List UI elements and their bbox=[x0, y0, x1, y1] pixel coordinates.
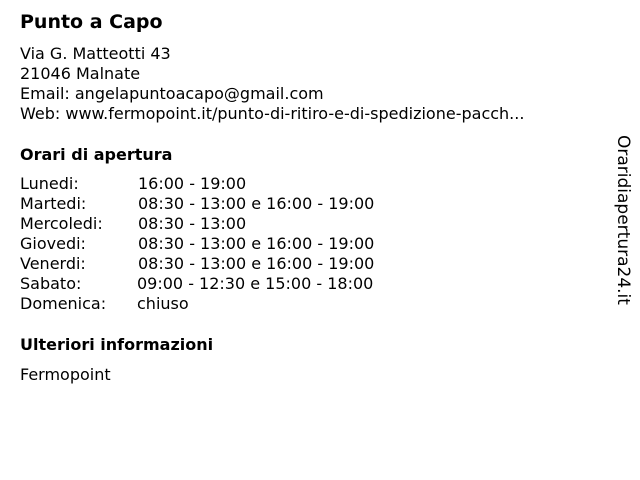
additional-info-text: Fermopoint bbox=[20, 365, 111, 384]
time-value: 16:00 - 19:00 bbox=[138, 174, 247, 193]
time-value: 09:00 - 12:30 e 15:00 - 18:00 bbox=[137, 274, 374, 293]
day-label: Venerdi: bbox=[20, 254, 86, 273]
opening-hours-heading: Orari di apertura bbox=[20, 145, 173, 164]
business-name: Punto a Capo bbox=[20, 11, 163, 33]
web-line[interactable]: Web: www.fermopoint.it/punto-di-ritiro-e-di-spedizione-pacch... bbox=[20, 104, 525, 123]
day-label: Sabato: bbox=[20, 274, 82, 293]
day-label: Mercoledi: bbox=[20, 214, 103, 233]
day-label: Domenica: bbox=[20, 294, 107, 313]
email-line[interactable]: Email: angelapuntoacapo@gmail.com bbox=[20, 84, 324, 103]
site-brand-vertical: Oraridiapertura24.it bbox=[613, 135, 633, 305]
city-postal-code: 21046 Malnate bbox=[20, 64, 141, 83]
street-address: Via G. Matteotti 43 bbox=[20, 44, 171, 63]
time-value: 08:30 - 13:00 e 16:00 - 19:00 bbox=[138, 234, 375, 253]
day-label: Martedi: bbox=[20, 194, 87, 213]
time-value: chiuso bbox=[137, 294, 189, 313]
day-label: Giovedi: bbox=[20, 234, 86, 253]
additional-info-heading: Ulteriori informazioni bbox=[20, 335, 214, 354]
time-value: 08:30 - 13:00 bbox=[138, 214, 247, 233]
time-value: 08:30 - 13:00 e 16:00 - 19:00 bbox=[138, 254, 375, 273]
address-block bbox=[20, 44, 524, 124]
time-value: 08:30 - 13:00 e 16:00 - 19:00 bbox=[138, 194, 375, 213]
day-label: Lunedi: bbox=[20, 174, 79, 193]
